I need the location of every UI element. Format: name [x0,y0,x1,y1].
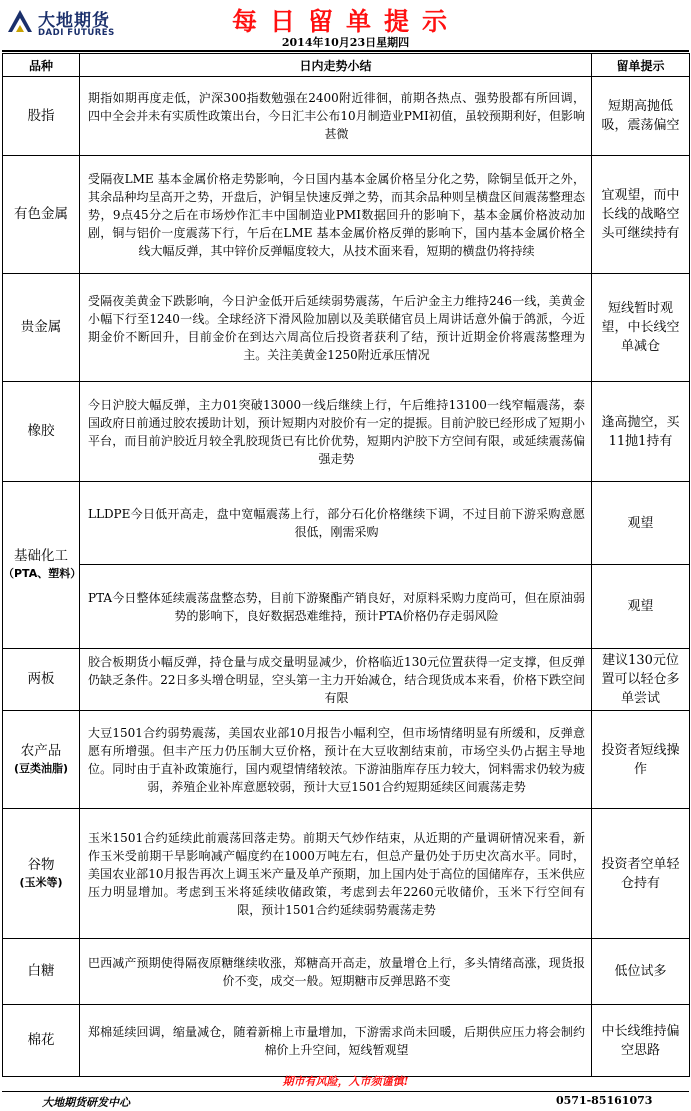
logo-icon [6,8,34,36]
position-advice: 逢高抛空，买11抛1持有 [592,382,690,482]
table-row [3,382,690,482]
header-divider [2,50,689,52]
header-product: 品种 [3,54,80,77]
product-name-sub: (豆类油脂) [13,761,69,775]
position-advice: 建议130元位置可以轻仓多单尝试 [592,649,690,711]
product-name: 棉花 [3,1005,80,1077]
risk-warning: 期市有风险，入市须谨慎! [282,1075,409,1088]
table-row [3,939,690,1005]
table-row [3,649,690,711]
product-name-main: 农产品 [20,742,62,759]
position-advice: 低位试多 [592,939,690,1005]
report-title: 每日留单提示 [231,7,460,36]
trend-summary: 巴西减产预期使得隔夜原糖继续收涨，郑糖高开高走，放量增仓上行，多头情绪高涨，现货报价不变，成交一般。短期糖市反弹思路不变 [80,939,592,1005]
research-center: 大地期货研发中心 [42,1096,130,1109]
contact-phone: 0571-85161073 [556,1094,653,1107]
trend-summary: 受隔夜LME 基本金属价格走势影响，今日国内基本金属价格呈分化之势，除铜呈低开之外，其余品种均呈高开之势，开盘后，沪铜呈快速反弹之势，而其余品种则呈横盘区间震荡整理态势，9点45分之后在市场炒作汇丰中国制造业PMI数据回升的影响下，基本金属价格波动加剧，铜与铝价一度震荡下行，午后在LME 基本金属价格反弹的影响下，国内基本金属价格全线大幅反弹，其中锌价反弹幅度较大，从技术面来看，短期的横盘仍将持续 [80,156,592,274]
product-name-main: 基础化工 [14,548,68,564]
product-name-sub: （PTA、塑料） [3,567,82,580]
position-advice: 投资者短线操作 [592,711,690,809]
trend-summary: 受隔夜美黄金下跌影响，今日沪金低开后延续弱势震荡，午后沪金主力维持246一线，美黄金小幅下行至1240一线。全球经济下滑风险加剧以及美联储官员上周讲话意外偏于鸽派，今近期金价不断回升，目前金价在到达六周高位后投资者获利了结，预计近期金价将震荡整理为主。关注美黄金1250附近承压情况 [80,274,592,382]
product-name [3,809,80,939]
report-header [0,0,691,54]
product-name-sub: (玉米等) [19,875,63,889]
product-name [3,711,80,809]
company-logo [4,6,164,42]
trend-summary: 大豆1501合约弱势震荡，美国农业部10月报告小幅利空，但市场情绪明显有所缓和，反弹意愿有所增强。但丰产压力仍压制大豆价格，预计在大豆收割结束前，市场空头仍占据主导地位。同时由于直补政策施行，国内观望情绪较浓。下游油脂库存压力较大，饲料需求仍较为疲弱，养殖企业补库意愿较弱，预计大豆1501合约短期延续区间震荡走势 [80,711,592,809]
product-name: 白糖 [3,939,80,1005]
table-row [3,482,690,565]
trend-summary: LLDPE今日低开高走，盘中宽幅震荡上行，部分石化价格继续下调，不过目前下游采购意愿很低，刚需采购 [80,482,592,565]
trend-summary: 胶合板期货小幅反弹，持仓量与成交量明显减少，价格临近130元位置获得一定支撑，但反弹仍缺乏条件。22日多头增仓明显，空头第一主力开始减仓，结合现货成本来看，价格下跌空间有限 [80,649,592,711]
trend-summary: 郑棉延续回调，缩量减仓，随着新棉上市量增加，下游需求尚未回暖，后期供应压力将会制约棉价上升空间，短线暂观望 [80,1005,592,1077]
product-name: 两板 [3,649,80,711]
table-header-row [3,54,690,77]
trend-summary: 期指如期再度走低，沪深300指数勉强在2400附近徘徊，前期各热点、强势股都有所回调，四中全会并未有实质性政策出台，今日汇丰公布10月制造业PMI初值，虽较预期利好，但影响甚微 [80,77,592,156]
product-name: 股指 [3,77,80,156]
table-row [3,156,690,274]
footer-divider [2,1091,689,1092]
product-name: 橡胶 [3,382,80,482]
table-row [3,565,690,649]
trend-summary: 玉米1501合约延续此前震荡回落走势。前期天气炒作结束，从近期的产量调研情况来看，新作玉米受前期干旱影响减产幅度约在1000万吨左右，但总产量仍处于历史次高水平。同时，美国农业部10月报告再次上调玉米产量及单产预期，加上国内处于高位的国储库存，玉米供应压力明显增加。考虑到玉米将延续收储政策，考虑到去年2260元收储价，玉米下行空间有限，预计1501合约延续弱势震荡走势 [80,809,592,939]
position-advice: 短线暂时观望，中长线空单减仓 [592,274,690,382]
header-summary: 日内走势小结 [80,54,592,77]
table-row [3,1005,690,1077]
product-name: 贵金属 [3,274,80,382]
position-advice: 中长线维持偏空思路 [592,1005,690,1077]
product-name-main: 谷物 [27,856,55,873]
position-advice: 短期高抛低吸，震荡偏空 [592,77,690,156]
brand-name-en: DADI FUTURES [38,28,115,38]
trend-summary: PTA今日整体延续震荡盘整态势，目前下游聚酯产销良好，对原料采购力度尚可，但在原油弱势的影响下，良好数据恐难维持，预计PTA价格仍存走弱风险 [80,565,592,649]
product-name: 有色金属 [3,156,80,274]
table-row [3,809,690,939]
position-advice: 投资者空单轻仓持有 [592,809,690,939]
trend-summary: 今日沪胶大幅反弹，主力01突破13000一线后继续上行，午后维持13100一线窄幅震荡，泰国政府日前通过胶农援助计划，预计短期内对胶价有一定的提振。目前沪胶已经形成了短期小平台，而目前沪胶近月较全乳胶现货已有比价优势，短期内沪胶下方空间有限，或延续震荡偏强走势 [80,382,592,482]
position-advice: 观望 [592,482,690,565]
advice-table [2,53,690,1077]
table-row [3,77,690,156]
table-row [3,711,690,809]
report-date: 2014年10月23日星期四 [281,36,410,49]
position-advice: 宜观望，而中长线的战略空头可继续持有 [592,156,690,274]
table-row [3,274,690,382]
product-name [3,482,80,649]
header-advice: 留单提示 [592,54,690,77]
position-advice: 观望 [592,565,690,649]
brand-name-cn: 大地期货 [38,11,110,31]
